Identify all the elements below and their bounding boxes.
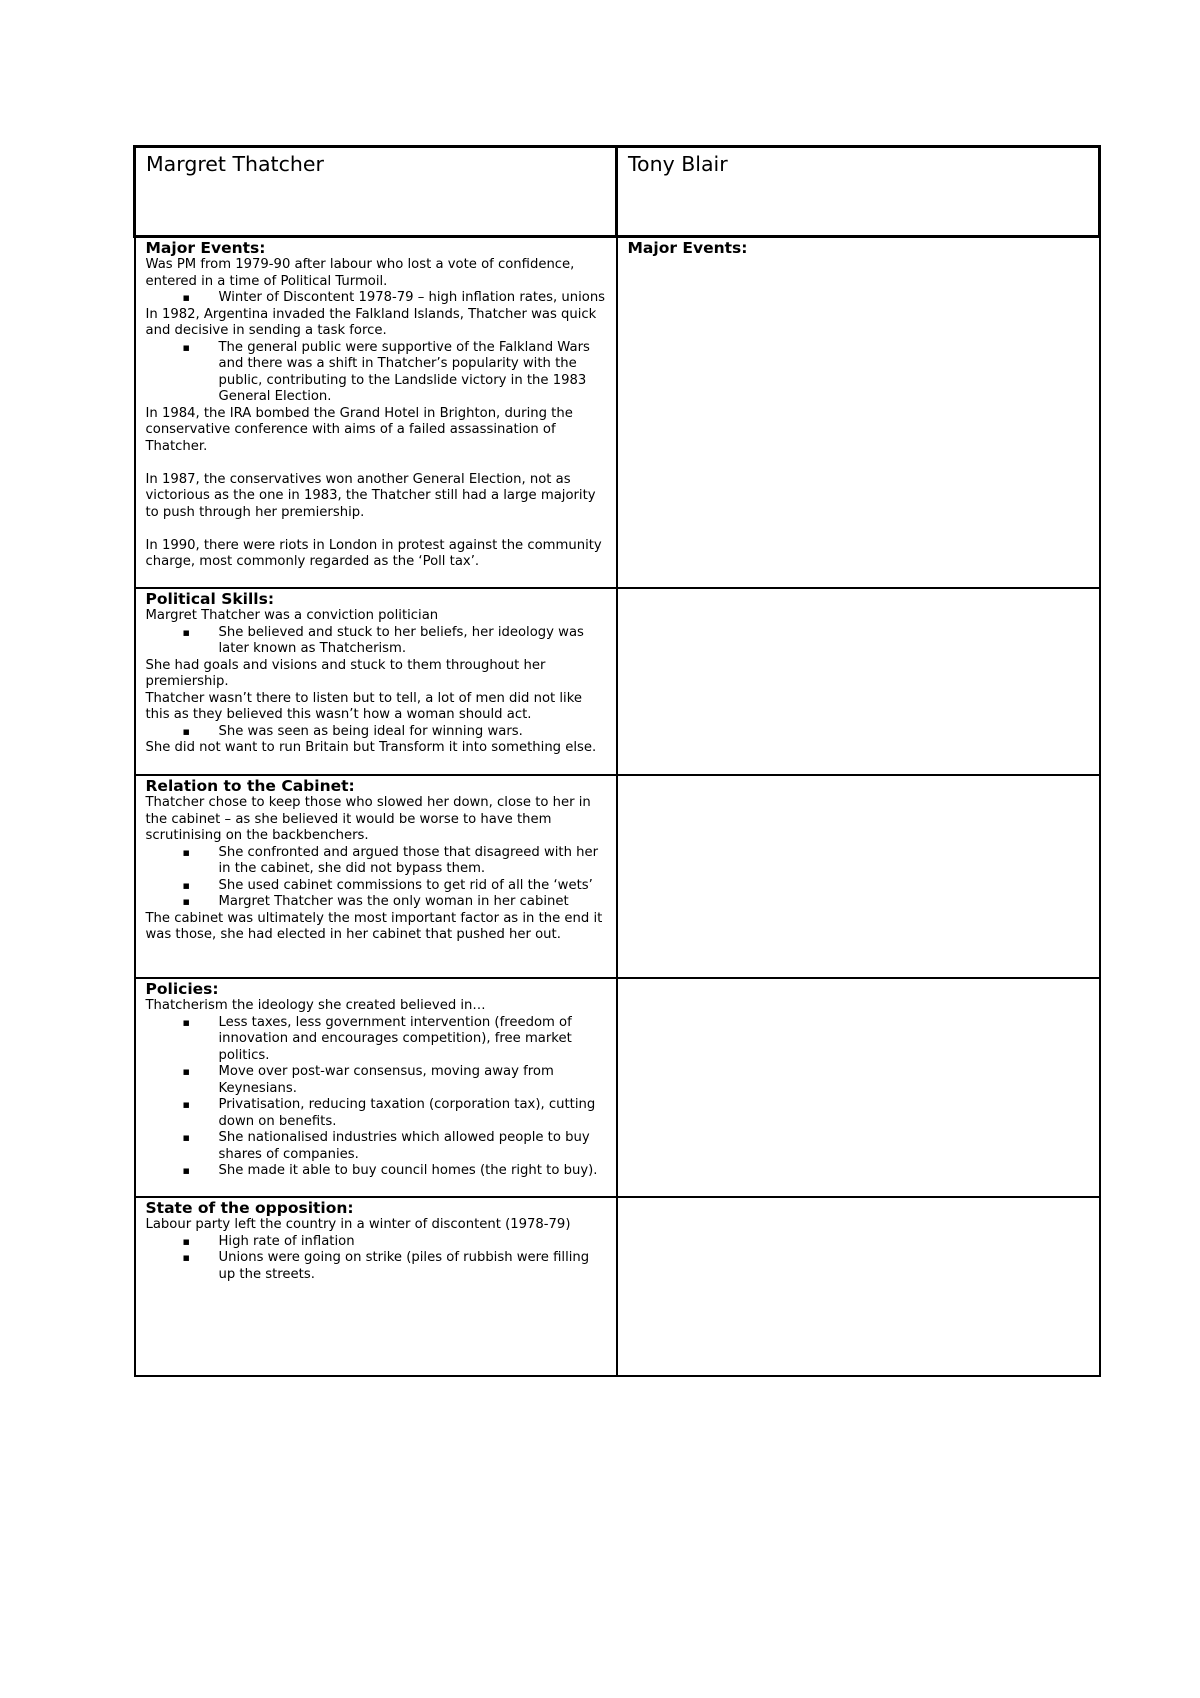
major-events-heading: Major Events: xyxy=(145,239,266,257)
political-skills-row xyxy=(135,588,1100,775)
policies-bullet-1: ▪ Less taxes, less government intervention (freedom of innovation and encourages competition), free market politics. xyxy=(219,1015,606,1065)
political-skills-bullet-1: ▪ She believed and stuck to her beliefs, her ideology was later known as Thatcherism. xyxy=(219,625,606,658)
opposition-list xyxy=(146,1234,606,1284)
relation-cabinet-bullet-2: ▪ She used cabinet commissions to get rid of all the ‘wets’ xyxy=(219,878,606,895)
policies-bullet-5: ▪ She made it able to buy council homes (the right to buy). xyxy=(219,1163,606,1180)
relation-cabinet-para-2: The cabinet was ultimately the most important factor as in the end it was those, she had elected in her cabinet that pushed her out. xyxy=(145,910,603,942)
political-skills-heading: Political Skills: xyxy=(145,590,275,608)
major-events-row xyxy=(135,237,1100,589)
political-skills-list-1 xyxy=(146,625,606,658)
policies-blair-cell xyxy=(617,978,1100,1197)
opposition-row xyxy=(135,1197,1100,1376)
header-tony-blair: Tony Blair xyxy=(617,147,1100,237)
header-margret-thatcher: Margret Thatcher xyxy=(135,147,617,237)
policies-bullet-3: ▪ Privatisation, reducing taxation (corporation tax), cutting down on benefits. xyxy=(219,1097,606,1130)
policies-list xyxy=(146,1015,606,1180)
relation-cabinet-thatcher-cell xyxy=(135,775,617,978)
opposition-bullet-2: ▪ Unions were going on strike (piles of rubbish were filling up the streets. xyxy=(219,1250,606,1283)
opposition-bullet-1: ▪ High rate of inflation xyxy=(219,1234,606,1251)
policies-para-1: Thatcherism the ideology she created believed in… xyxy=(145,998,486,1013)
comparison-table xyxy=(133,145,1101,1377)
policies-bullet-4: ▪ She nationalised industries which allowed people to buy shares of companies. xyxy=(219,1130,606,1163)
policies-heading: Policies: xyxy=(145,980,219,998)
political-skills-para-4: She did not want to run Britain but Transform it into something else. xyxy=(145,740,597,755)
political-skills-para-3: Thatcher wasn’t there to listen but to tell, a lot of men did not like this as they believed this wasn’t how a woman should act. xyxy=(145,690,582,722)
political-skills-list-2 xyxy=(146,724,606,741)
political-skills-para-1: Margret Thatcher was a conviction politician xyxy=(145,608,439,623)
major-events-thatcher-cell xyxy=(135,237,617,589)
relation-cabinet-blair-cell xyxy=(617,775,1100,978)
major-events-blair-cell xyxy=(617,237,1100,589)
header-row xyxy=(135,147,1100,237)
opposition-para-1: Labour party left the country in a winter of discontent (1978-79) xyxy=(145,1217,571,1232)
opposition-heading: State of the opposition: xyxy=(145,1199,354,1217)
major-events-list-2 xyxy=(146,340,606,406)
political-skills-blair-cell xyxy=(617,588,1100,775)
relation-cabinet-heading: Relation to the Cabinet: xyxy=(145,777,355,795)
opposition-thatcher-cell xyxy=(135,1197,617,1376)
spacer xyxy=(146,455,606,472)
major-events-list-1 xyxy=(146,290,606,307)
major-events-heading-blair: Major Events: xyxy=(627,239,748,257)
relation-cabinet-para-1: Thatcher chose to keep those who slowed her down, close to her in the cabinet – as she believed it would be worse to have them scrutinising on the backbenchers. xyxy=(145,795,591,843)
relation-cabinet-bullet-1: ▪ She confronted and argued those that disagreed with her in the cabinet, she did not bypass them. xyxy=(219,845,606,878)
major-events-para-2: In 1982, Argentina invaded the Falkland Islands, Thatcher was quick and decisive in sending a task force. xyxy=(145,306,597,338)
major-events-para-4: In 1987, the conservatives won another General Election, not as victorious as the one in 1983, the Thatcher still had a large majority to push through her premiership. xyxy=(145,471,596,520)
spacer xyxy=(146,521,606,538)
major-events-para-3: In 1984, the IRA bombed the Grand Hotel in Brighton, during the conservative conference with aims of a failed assassination of Thatcher. xyxy=(145,405,573,454)
political-skills-bullet-2: ▪ She was seen as being ideal for winning wars. xyxy=(219,724,606,741)
major-events-bullet-2: ▪ The general public were supportive of the Falkland Wars and there was a shift in Thatcher’s popularity with the public, contributing to the Landslide victory in the 1983 General Election. xyxy=(219,340,606,406)
policies-row xyxy=(135,978,1100,1197)
relation-cabinet-bullet-3: ▪ Margret Thatcher was the only woman in her cabinet xyxy=(219,894,606,911)
opposition-blair-cell xyxy=(617,1197,1100,1376)
relation-cabinet-row xyxy=(135,775,1100,978)
policies-bullet-2: ▪ Move over post-war consensus, moving away from Keynesians. xyxy=(219,1064,606,1097)
relation-cabinet-list xyxy=(146,845,606,911)
major-events-para-5: In 1990, there were riots in London in protest against the community charge, most commonly regarded as the ‘Poll tax’. xyxy=(145,537,602,569)
major-events-bullet-1: ▪ Winter of Discontent 1978-79 – high inflation rates, unions xyxy=(219,290,606,307)
major-events-para-1: Was PM from 1979-90 after labour who lost a vote of confidence, entered in a time of Political Turmoil. xyxy=(145,257,575,289)
political-skills-para-2: She had goals and visions and stuck to them throughout her premiership. xyxy=(145,657,546,689)
political-skills-thatcher-cell xyxy=(135,588,617,775)
policies-thatcher-cell xyxy=(135,978,617,1197)
